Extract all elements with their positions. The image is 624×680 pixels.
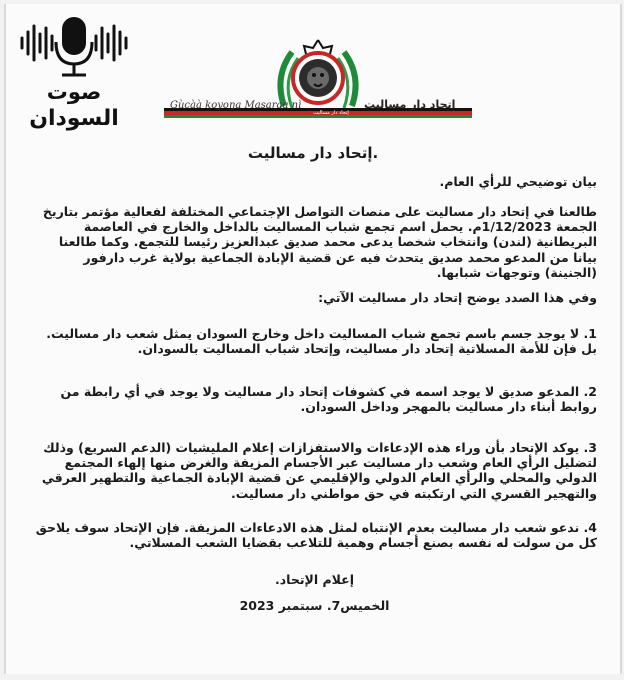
document-title: إتحاد دار مساليت. — [247, 144, 379, 162]
microphone-icon — [18, 14, 130, 80]
intro-paragraph: طالعنا في إتحاد دار مساليت على منصات التواصل الإجتماعي المختلفة لفعالية مؤتمر بتاريخ الجمعة 1/12/2023م. يحمل اسم تجمع شباب المساليت بالداخل والخارج في العاصمة البريطانية (لندن) وانتخاب شخصا يدعى محمد صديق عبدالعزيز رئيسا للتجمع. وكما طالعنا بيانا من المدعو محمد صديق يتحدث فيه عن قضية الإبادة الجماعية بولاية غرب دارفور (الجنينة) وتوجهات شبابها. — [42, 204, 597, 280]
point-2: 2. المدعو صديق لا يوجد اسمه في كشوفات إتحاد دار مساليت ولا يوجد في أي رابطة من روابط أبناء دار مساليت بالمهجر وداخل السودان. — [60, 384, 597, 415]
point-4: 4. ندعو شعب دار مساليت بعدم الإنتباه لمثل هذه الادعاءات المزيفة. فإن الإتحاد سوف يلاحق كل من سولت له نفسه بصنع أجسام وهمية للتلاعب بقضايا الشعب المسلاتي. — [35, 520, 597, 551]
point-3: 3. يوكد الإتحاد بأن وراء هذه الإدعاءات والاستفزازات إعلام المليشيات (الدعم السريع) وذلك لتضليل الرأي العام وشعب دار مساليت عبر الأجسام المزيفة والغرض منها إلهاء المجتمع الدولي والمحلي والرأي العام الدولي والإقليمي عن قضية الإبادة الجماعية والتطهير العرقي والتهجير القسري التي ارتكبته في حق مواطني دار مساليت. — [41, 440, 597, 501]
point-1: 1. لا يوجد جسم باسم تجمع شباب المساليت داخل وخارج السودان يمثل شعب دار مساليت. بل فإن للأمة المسلاتية إتحاد دار مساليت، وإتحاد شباب المساليت بالسودان. — [46, 326, 597, 357]
signature: إعلام الإتحاد. — [275, 572, 354, 587]
emblem-caption: إتحاد دار مساليت — [313, 110, 349, 116]
date-line: الخميس7. سبتمبر 2023 — [239, 598, 390, 613]
org-name-arabic: إتحاد دار مساليت — [364, 98, 456, 111]
org-name-latin: Gùcàà koyoŋa Masaraa nì — [170, 100, 302, 111]
statement-label: بيان توضيحي للرأي العام. — [439, 174, 597, 189]
watermark-line-2: السودان — [29, 106, 119, 131]
watermark-logo — [18, 14, 130, 132]
watermark-line-1: صوت — [46, 80, 102, 104]
document-page — [4, 4, 622, 674]
context-line: وفي هذا الصدد يوضح إتحاد دار مساليت الآتي: — [318, 290, 597, 305]
